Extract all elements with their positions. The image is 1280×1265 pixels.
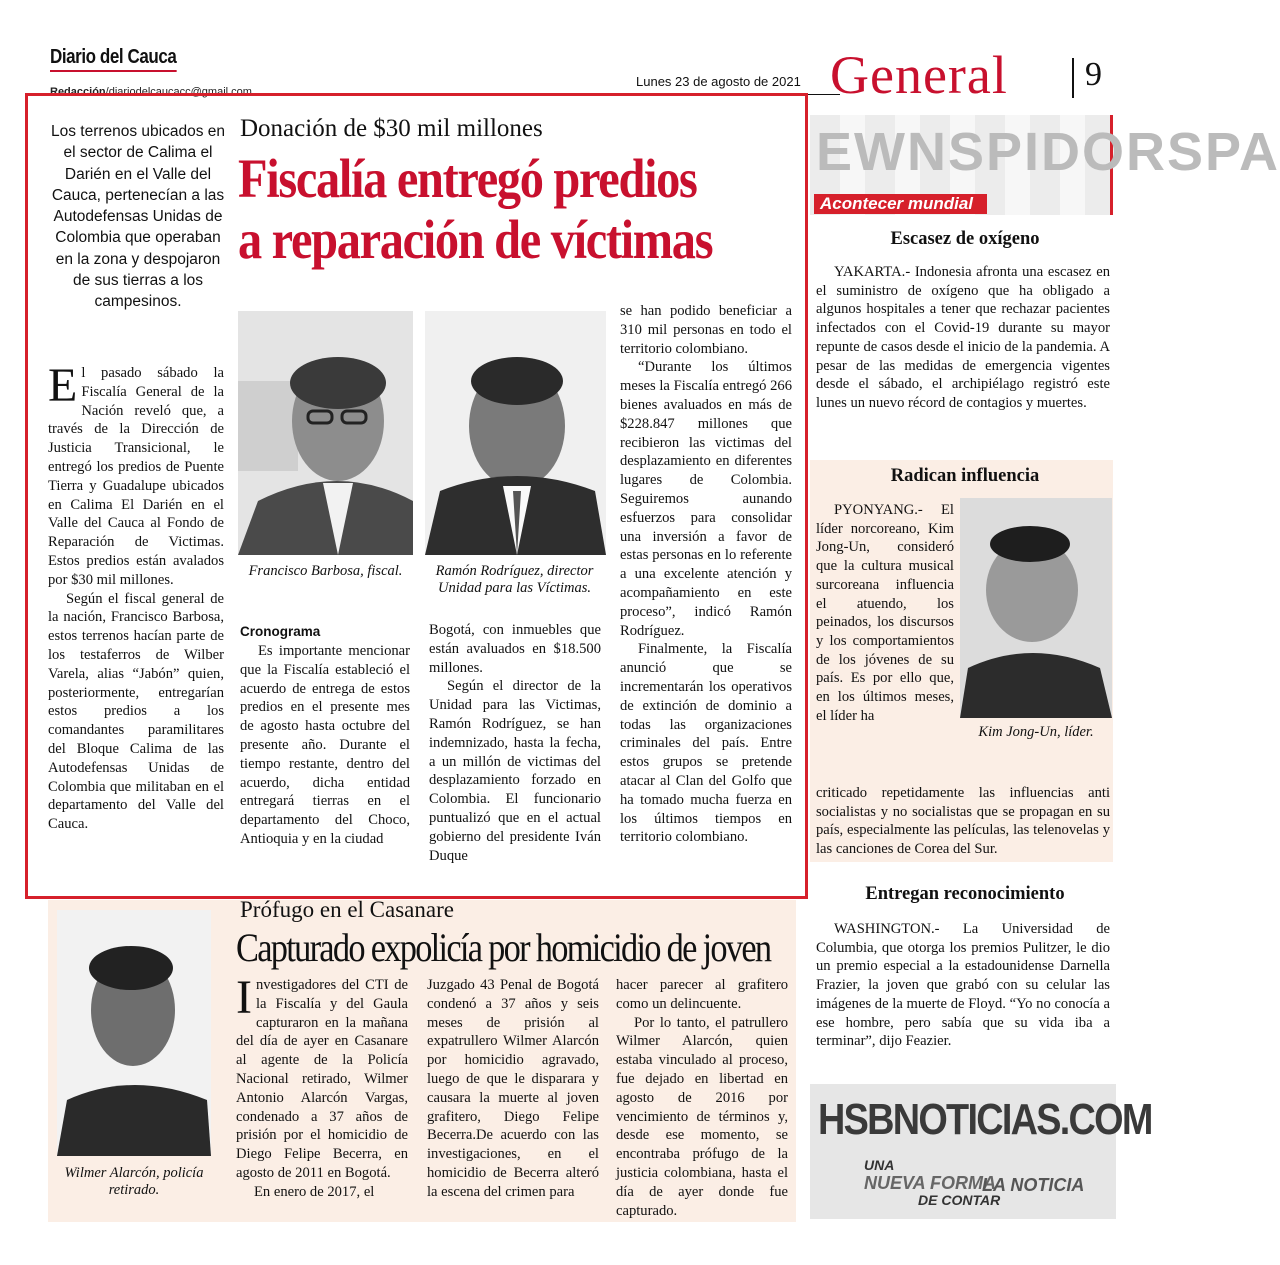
paragraph: Finalmente, la Fiscalía anunció que se incrementarán los operativos de extinción de dominio a todas las organizaciones criminales del país. Entre estos grupos se pretende atacar al Clan del Golfo que ha tomado mucha fuerza en los últimos tiempos en territorio colombiano. xyxy=(620,641,792,846)
caption-kim: Kim Jong-Un, líder. xyxy=(978,724,1094,740)
second-article-column-1 xyxy=(236,971,408,1202)
second-article-kicker: Prófugo en el Casanare xyxy=(240,897,454,922)
hsb-tagline-nueva-forma: NUEVA FORMA xyxy=(864,1173,996,1193)
paragraph: Investigadores del CTI de la Fiscalía y del Gaula capturaron en la mañana del día de ayer en Casanare al agente de la Policía Nacional retirado, Wilmer Antonio Alarcón Vargas, condenado a 37 años de prisión por el homicidio de Diego Felipe Becerra, en agosto de 2011 en Bogotá. xyxy=(236,971,408,1181)
caption-barbosa: Francisco Barbosa, fiscal. xyxy=(248,563,403,579)
article-column-3 xyxy=(429,621,601,865)
paragraph: “Durante los últimos meses la Fiscalía entregó 266 bienes avaluados en más de $228.847 millones que recibieron las victimas del desplazamiento en diferentes lugares de Colombia. Seguiremos aunando esfuerzos para consolidar una inversión a favor de estas personas en lo referente a una excelente atención y acompañamiento en este proceso”, indicó Ramón Rodríguez. xyxy=(620,359,792,639)
paragraph: En enero de 2017, el xyxy=(254,1183,375,1200)
banner-newspaper-letters: EWNSPIDORSPA xyxy=(816,122,1280,182)
sidebar-item-3-title: Entregan reconocimiento xyxy=(865,884,1065,904)
portrait-icon xyxy=(960,498,1112,718)
paragraph: Bogotá, con inmuebles que están avaluados en $18.500 millones. xyxy=(429,622,601,676)
hsb-tagline-la-noticia: LA NOTICIA xyxy=(982,1175,1085,1195)
paragraph: El pasado sábado la Fiscalía General de la Nación reveló que, a través de la Dirección de Justicia Transicional, le entregó los predios de Puente Tierra y Guadalupe ubicados en Calima El Darién en el Valle del Cauca al Fondo de Reparación de Victimas. Estos predios están avalados por $30 mil millones. xyxy=(48,359,224,588)
hsb-tagline-una: UNA xyxy=(864,1157,895,1173)
article-column-2 xyxy=(240,642,410,849)
second-article-column-3 xyxy=(616,976,788,1220)
hsb-tagline-de-contar: DE CONTAR xyxy=(918,1192,1001,1208)
sidebar-item-2-text-top: PYONYANG.- El líder norcoreano, Kim Jong-Un, consideró que la cultura musical surcoreana influencia el atuendo, los peinados, los discursos y los comportamientos de los jóvenes de su país. Es por ello que, en los últimos meses, el líder ha xyxy=(816,502,954,724)
paragraph: Según el director de la Unidad para las Victimas, Ramón Rodríguez, se han indemnizado, hasta la fecha, a un millón de victimas del desplazamiento forzado en Colombia. El funcionario puntualizó que en el actual gobierno del presidente Iván Duque xyxy=(429,678,601,864)
portrait-icon xyxy=(57,910,211,1156)
photo-francisco-barbosa xyxy=(238,311,413,555)
paragraph: se han podido beneficiar a 310 mil personas en todo el territorio colombiano. xyxy=(620,303,792,357)
sidebar-item-1-text: YAKARTA.- Indonesia afronta una escasez en el suministro de oxígeno que ha obligado a algunos hospitales a tener que rechazar pacientes infectados con el Covid-19 durante su mayor repunte de casos desde el inicio de la pandemia. A pesar de las medidas de emergencia vigentes desde el sábado, el archipiélago registró este lunes un nuevo récord de contagios y muertes. xyxy=(816,264,1110,411)
paragraph: Juzgado 43 Penal de Bogotá condenó a 37 años y seis meses de prisión al expatrullero Wilmer Alarcón por homicidio agravado, luego de que le disparara y causara la muerte al joven grafitero, Diego Felipe Becerra.De acuerdo con las investigaciones, en el homicidio de Becerra alteró la escena del crimen para xyxy=(427,977,599,1200)
paragraph: Es importante mencionar que la Fiscalía estableció el acuerdo de entrega de estos predios en el presente mes de agosto hasta octubre del presente año. Durante el tiempo restante, dentro del acuerdo, dicha entidad entregará tierras en el departamento del Choco, Antioquia y en la ciudad xyxy=(240,643,410,847)
article-headline xyxy=(238,148,731,270)
sidebar-item-2-text-bottom: criticado repetidamente las influencias anti socialistas y no socialistas que se propagan en su país, especialmente las películas, las telenovelas y las canciones de Corea del Sur. xyxy=(816,785,1110,858)
photo-wilmer-alarcon xyxy=(57,910,211,1156)
paragraph: Según el fiscal general de la nación, Francisco Barbosa, estos terrenos hacían parte de los testaferros de Wilber Varela, alias “Jabón” quien, posteriormente, entregarían estos predios a los comandantes paramilitares del Bloque Calima de las Autodefensas Unidas de Colombia que militaban en el departamento del Valle del Cauca. xyxy=(48,590,224,833)
headline-line-2: a reparación de víctimas xyxy=(238,209,713,270)
paragraph: Por lo tanto, el patrullero Wilmer Alarcón, quien estaba vinculado al proceso, fue dejado en libertad en agosto de 2016 por vencimiento de términos y, desde ese momento, se encontraba prófugo de la justicia colombiana, hasta el día de ayer donde fue capturado. xyxy=(616,1014,788,1219)
masthead: Diario del Cauca xyxy=(50,46,176,72)
section-title: General xyxy=(830,45,1008,105)
redaccion-email: /diariodelcaucacc@gmail.com xyxy=(105,86,252,98)
article-column-1 xyxy=(48,359,224,834)
photo-kim-jong-un xyxy=(960,498,1112,718)
caption-rodriguez: Ramón Rodríguez, director Unidad para las Víctimas. xyxy=(435,563,594,596)
sidebar-item-3-text: WASHINGTON.- La Universidad de Columbia, que otorga los premios Pulitzer, le dio un premio especial a la estadounidense Darnella Frazier, la joven que grabó con su celular las imágenes de la muerte de Floyd. “Yo no conocía a ese hombre, pero sabía que su vida iba a terminar”, dijo Feazier. xyxy=(816,921,1110,1050)
subhead-cronograma: Cronograma xyxy=(240,624,321,639)
page-number: 9 xyxy=(1085,56,1102,93)
drop-cap: E xyxy=(48,359,78,412)
section-divider xyxy=(1072,58,1074,98)
photo-ramon-rodriguez xyxy=(425,311,606,555)
portrait-icon xyxy=(238,311,413,555)
sidebar-item-1-title: Escasez de oxígeno xyxy=(890,229,1040,249)
sidebar-item-2-title: Radican influencia xyxy=(890,466,1040,486)
hsb-logo: HSBNOTICIAS.COM xyxy=(818,1095,1152,1144)
paragraph: hacer parecer al grafitero como un delincuente. xyxy=(616,977,788,1012)
drop-cap: I xyxy=(236,971,252,1024)
second-article-column-2 xyxy=(427,976,599,1202)
second-article-headline: Capturado expolicía por homicidio de joven xyxy=(236,925,771,970)
redaccion-label: Redacción xyxy=(50,86,106,98)
portrait-icon xyxy=(425,311,606,555)
article-column-4 xyxy=(620,302,792,847)
article-kicker: Donación de $30 mil millones xyxy=(240,115,543,142)
caption-alarcon: Wilmer Alarcón, policía retirado. xyxy=(64,1165,204,1198)
issue-date: Lunes 23 de agosto de 2021 xyxy=(636,74,801,89)
article-lead: Los terrenos ubicados en el sector de Calima el Darién en el Valle del Cauca, pertenecían a las Autodefensas Unidas de Colombia que operaban en la zona y despojaron de sus tierras a los campesinos. xyxy=(50,123,226,311)
sidebar-label: Acontecer mundial xyxy=(814,194,987,214)
headline-line-1: Fiscalía entregó predios xyxy=(238,148,697,209)
